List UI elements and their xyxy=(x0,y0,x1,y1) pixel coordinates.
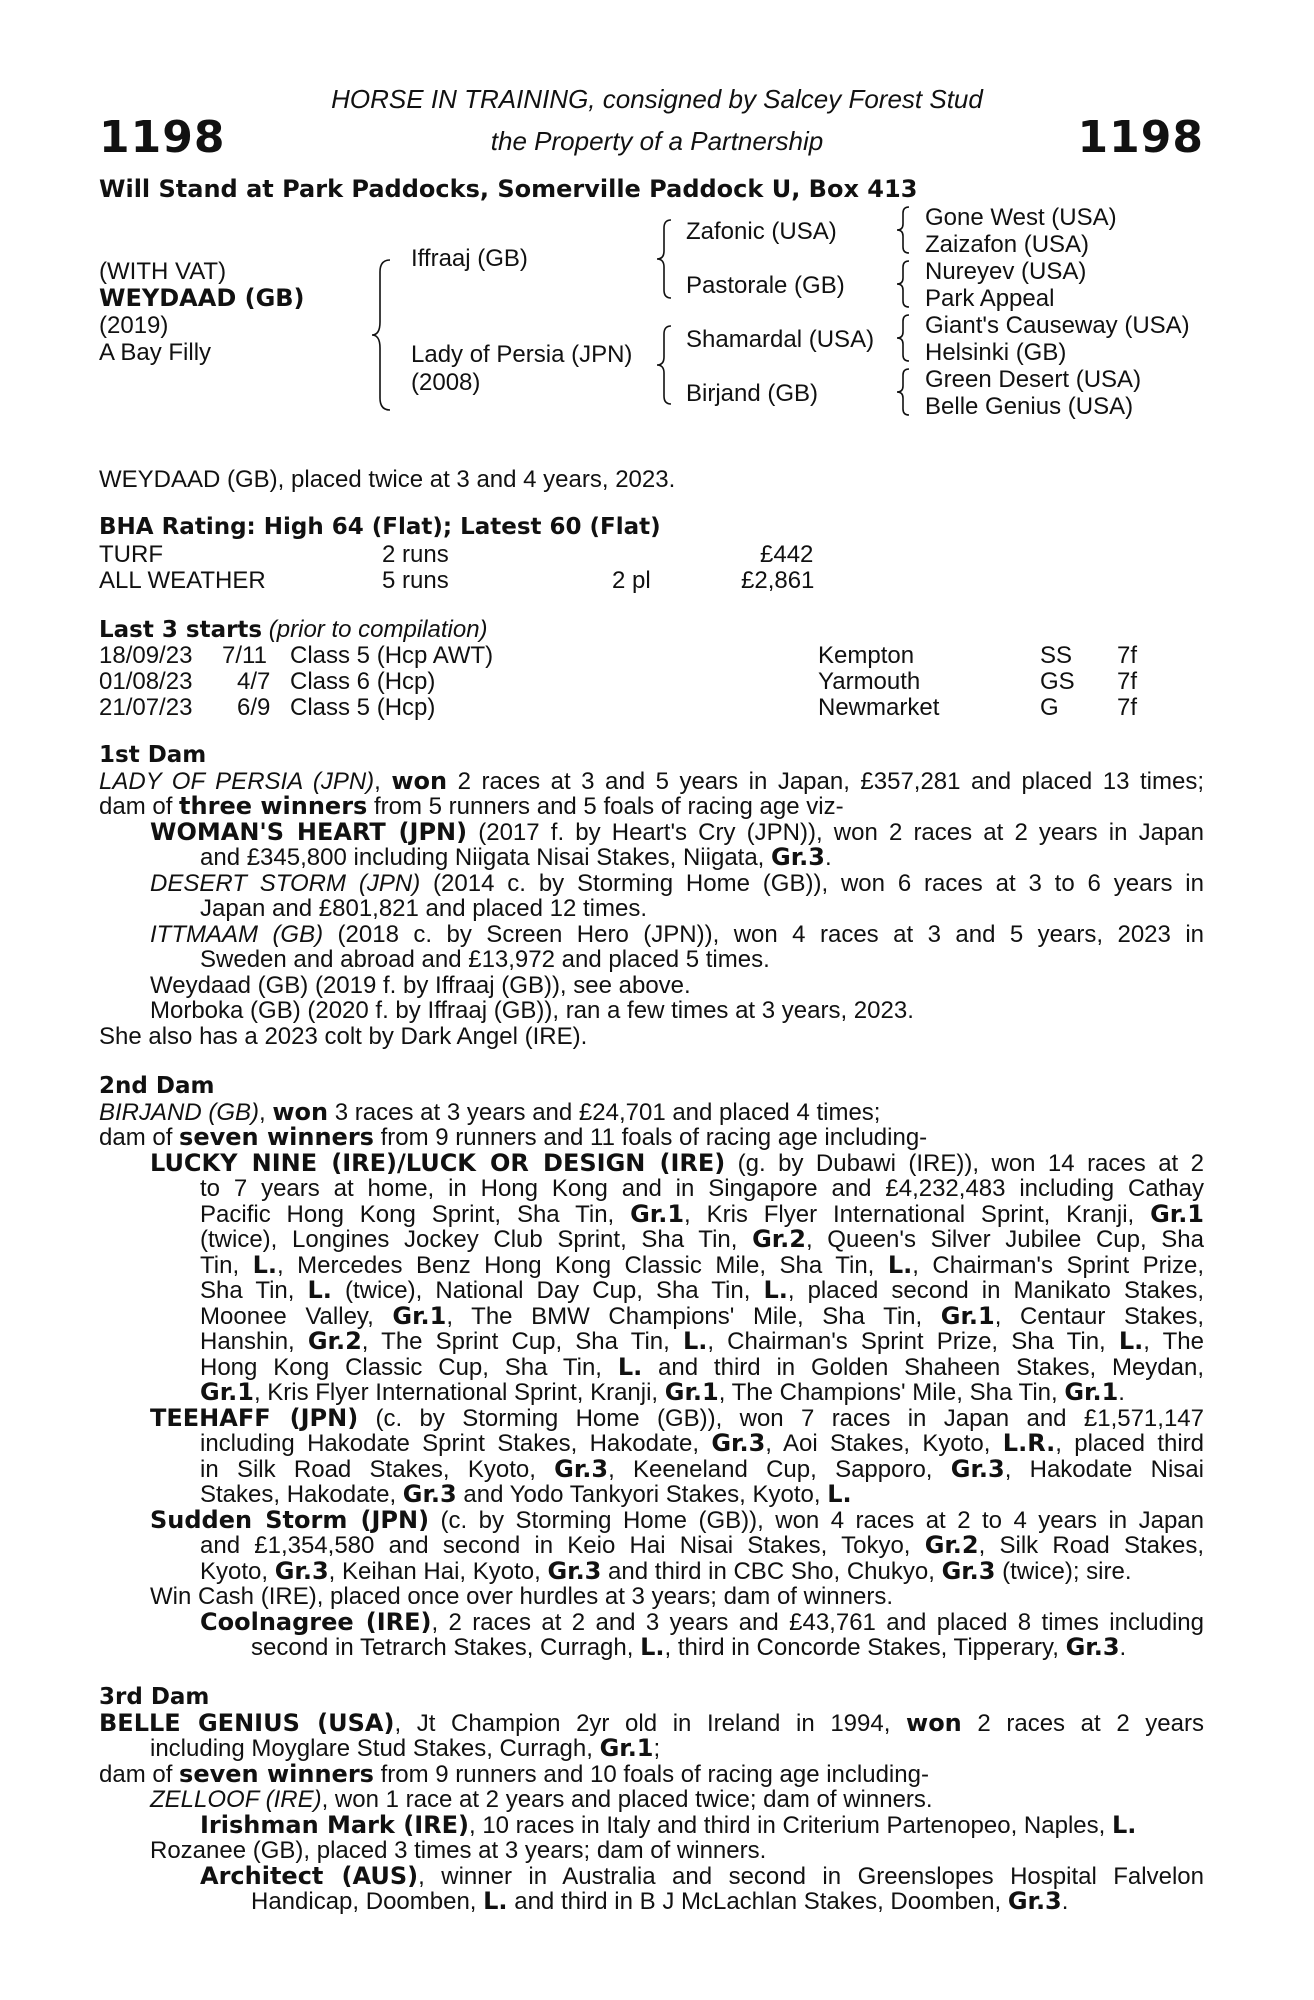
text: , 2 races at 2 and 3 years and £43,761 and placed 8 times including xyxy=(431,1608,1204,1636)
text: 3 races at 3 years and £24,701 and placed 4 times; xyxy=(328,1098,881,1126)
start-1-date: 18/09/23 xyxy=(99,642,193,669)
produce-irishman-mark xyxy=(99,1810,1204,1839)
text: , The Champions' Mile, Sha Tin, xyxy=(718,1379,1065,1406)
text: and Yodo Tankyori Stakes, Kyoto, xyxy=(456,1481,828,1508)
produce-morboka: Morboka (GB) (2020 f. by Iffraaj (GB)), ran a few times at 3 years, 2023. xyxy=(150,997,914,1024)
text: and third in B J McLachlan Stakes, Doomben, xyxy=(507,1888,1008,1915)
third-dam-line2 xyxy=(99,1736,1204,1762)
third-dam-title: 3rd Dam xyxy=(99,1684,210,1710)
horse-description: A Bay Filly xyxy=(99,339,212,366)
text: , Kris Flyer International Sprint, Kranji, xyxy=(684,1200,1151,1228)
consignor-line: HORSE IN TRAINING, consigned by Salcey Forest Stud xyxy=(331,84,983,114)
pedigree-gg-1: Gone West (USA) xyxy=(925,204,1117,231)
text: , The BMW Champions' Mile, Sha Tin, xyxy=(446,1302,941,1330)
horse-name: DESERT STORM (JPN) xyxy=(150,869,421,897)
produce-2023-colt: She also has a 2023 colt by Dark Angel (IRE). xyxy=(99,1022,588,1050)
teehaff-line xyxy=(99,1431,1204,1457)
pedigree-sire-sire: Zafonic (USA) xyxy=(686,218,837,245)
grade: Gr.1 xyxy=(1064,1378,1119,1406)
horse-name: ZELLOOF (IRE) xyxy=(150,1786,322,1813)
grade: L.R. xyxy=(1002,1429,1056,1457)
winners-count: seven winners xyxy=(179,1759,374,1788)
grade: Gr.2 xyxy=(924,1531,979,1559)
grade: L. xyxy=(682,1327,708,1355)
dam-name: BELLE GENIUS (USA) xyxy=(99,1708,395,1737)
produce-architect xyxy=(99,1861,1204,1890)
first-dam-section xyxy=(99,743,1204,1049)
grade: L. xyxy=(483,1887,508,1915)
grade: Gr.3 xyxy=(941,1556,996,1585)
text: , The Sprint Cup, Sha Tin, xyxy=(361,1328,683,1355)
text: and £345,800 including Niigata Nisai Stakes, Niigata, xyxy=(200,844,772,871)
grade: Gr.1 xyxy=(392,1301,447,1330)
text: . xyxy=(1118,1379,1125,1406)
text: Kyoto, xyxy=(200,1557,275,1585)
produce-rozanee: Rozanee (GB), placed 3 times at 3 years; dam of winners. xyxy=(150,1837,767,1864)
horse-name: Sudden Storm (JPN) xyxy=(150,1505,430,1534)
start-2-dist: 7f xyxy=(1117,668,1138,695)
teehaff-line xyxy=(99,1454,1204,1483)
start-2-course: Yarmouth xyxy=(818,668,921,695)
text: 2 races at 2 years xyxy=(961,1709,1204,1737)
text: , 10 races in Italy and third in Criterium Partenopeo, Naples, xyxy=(468,1811,1112,1839)
text: from 9 runners and 11 foals of racing age including- xyxy=(373,1124,928,1151)
grade: L. xyxy=(827,1480,852,1508)
text: , placed second in Manikato Stakes, xyxy=(787,1277,1204,1304)
text: second in Tetrarch Stakes, Curragh, xyxy=(251,1634,641,1661)
grade: Gr.3 xyxy=(547,1556,602,1585)
text: 2 races at 3 and 5 years in Japan, £357,281 and placed 13 times; xyxy=(447,767,1205,795)
text: Handicap, Doomben, xyxy=(251,1888,484,1915)
produce-desert-storm xyxy=(99,871,1204,897)
grade: Gr.1 xyxy=(664,1378,719,1406)
lucky-line xyxy=(99,1301,1204,1330)
text: . xyxy=(1119,1634,1127,1661)
grade: Gr.1 xyxy=(599,1734,654,1762)
text: , Jt Champion 2yr old in Ireland in 1994, xyxy=(394,1709,907,1737)
start-3-class: Class 5 (Hcp) xyxy=(290,694,436,721)
grade: L. xyxy=(640,1633,665,1661)
horse-name: Irishman Mark (IRE) xyxy=(200,1810,469,1839)
text: , Hakodate Nisai xyxy=(1004,1455,1204,1483)
text: including Moyglare Stud Stakes, Curragh, xyxy=(150,1735,600,1762)
lucky-line xyxy=(99,1380,1204,1406)
text: , Centaur Stakes, xyxy=(994,1302,1204,1330)
text: Hanshin, xyxy=(200,1328,308,1355)
text: , Aoi Stakes, Kyoto, xyxy=(765,1430,1003,1457)
horse-name: WOMAN'S HEART (JPN) xyxy=(150,817,468,846)
produce-ittmaam-cont: Sweden and abroad and £13,972 and placed 5 times. xyxy=(200,946,770,973)
won-label: won xyxy=(906,1708,962,1737)
text: (twice); sire. xyxy=(995,1557,1132,1585)
grade: Gr.1 xyxy=(940,1301,995,1330)
produce-weydaad: Weydaad (GB) (2019 f. by Iffraaj (GB)), see above. xyxy=(150,971,691,999)
second-dam-line2 xyxy=(99,1125,1204,1151)
grade: Gr.3 xyxy=(1007,1887,1062,1915)
text: ; xyxy=(653,1735,661,1762)
pedigree-brace-g1 xyxy=(895,205,913,255)
grade: L. xyxy=(887,1250,913,1279)
grade: L. xyxy=(1111,1810,1137,1839)
start-3-date: 21/07/23 xyxy=(99,694,193,721)
rating-row-aw-runs: 5 runs xyxy=(382,567,449,594)
pedigree-gg-2: Zaizafon (USA) xyxy=(925,231,1090,258)
grade: Gr.3 xyxy=(1065,1633,1120,1661)
rating-row-turf-runs: 2 runs xyxy=(382,541,449,568)
pedigree-gg-4: Park Appeal xyxy=(925,285,1055,312)
pedigree-sire-dam: Pastorale (GB) xyxy=(686,272,845,299)
text: , xyxy=(259,1098,273,1126)
pedigree-sire: Iffraaj (GB) xyxy=(411,245,528,272)
grade: Gr.3 xyxy=(274,1556,329,1585)
lucky-line: to 7 years at home, in Hong Kong and in Singapore and £4,232,483 including Cathay xyxy=(200,1175,1204,1202)
pedigree-brace-g2 xyxy=(895,259,913,309)
pedigree-gg-5: Giant's Causeway (USA) xyxy=(925,312,1190,339)
produce-desert-storm-cont: Japan and £801,821 and placed 12 times. xyxy=(200,895,648,922)
won-label: won xyxy=(391,766,448,795)
text: (c. by Storming Home (GB)), won 4 races at 2 to 4 years in Japan xyxy=(429,1506,1205,1534)
text: (2014 c. by Storming Home (GB)), won 6 races at 3 to 6 years in xyxy=(420,869,1204,897)
produce-coolnagree xyxy=(99,1607,1204,1636)
text: . xyxy=(1061,1888,1069,1915)
pedigree-dam-sire: Shamardal (USA) xyxy=(686,326,875,353)
rating-row-aw-surface: ALL WEATHER xyxy=(99,567,266,594)
produce-win-cash: Win Cash (IRE), placed once over hurdles at 3 years; dam of winners. xyxy=(150,1583,893,1610)
rating-row-turf-earnings: £442 xyxy=(760,541,814,568)
last-starts-note: (prior to compilation) xyxy=(268,616,488,643)
second-dam-section xyxy=(99,1074,1204,1661)
text: Tin, xyxy=(200,1251,253,1279)
start-2-date: 01/08/23 xyxy=(99,668,193,695)
text: , Mercedes Benz Hong Kong Classic Mile, Sha Tin, xyxy=(277,1251,888,1279)
pedigree-brace-main xyxy=(370,258,394,412)
produce-womans-heart xyxy=(99,817,1204,846)
start-2-class: Class 6 (Hcp) xyxy=(290,668,436,695)
coolnagree-line xyxy=(99,1635,1204,1661)
rating-row-turf-surface: TURF xyxy=(99,541,163,568)
text: Hong Kong Classic Cup, Sha Tin, xyxy=(200,1353,618,1381)
grade: L. xyxy=(1118,1327,1144,1355)
text: , third in Concorde Stakes, Tipperary, xyxy=(664,1634,1066,1661)
horse-name: TEEHAFF (JPN) xyxy=(150,1403,359,1432)
third-dam-line3 xyxy=(99,1759,1204,1788)
lot-number-right: 1198 xyxy=(1077,112,1204,163)
text: and third in Golden Shaheen Stakes, Meydan, xyxy=(642,1353,1204,1381)
start-1-pos: 7/11 xyxy=(222,642,267,669)
winners-count: three winners xyxy=(179,792,368,820)
sudden-line xyxy=(99,1533,1204,1559)
text: , Silk Road Stakes, xyxy=(978,1532,1204,1559)
grade: Gr.2 xyxy=(307,1327,362,1355)
grade: L. xyxy=(252,1250,278,1279)
produce-lucky-nine xyxy=(99,1148,1204,1177)
lucky-line xyxy=(99,1352,1204,1381)
text: and £1,354,580 and second in Keio Hai Nisai Stakes, Tokyo, xyxy=(200,1532,925,1559)
grade: L. xyxy=(617,1352,643,1381)
pedigree-brace-g4 xyxy=(895,367,913,417)
pedigree-brace-dam xyxy=(655,324,675,406)
text: (c. by Storming Home (GB)), won 7 races in Japan and £1,571,147 xyxy=(358,1404,1204,1432)
horse-name: WEYDAAD (GB) xyxy=(99,284,305,312)
bha-rating-title: BHA Rating: High 64 (Flat); Latest 60 (Flat) xyxy=(99,514,661,540)
vat-note: (WITH VAT) xyxy=(99,258,227,285)
text: from 5 runners and 5 foals of racing age viz- xyxy=(367,793,844,820)
text: (2018 c. by Screen Hero (JPN)), won 4 races at 3 and 5 years, 2023 in xyxy=(323,920,1204,948)
text: , The xyxy=(1143,1328,1204,1355)
horse-name: ITTMAAM (GB) xyxy=(150,920,324,948)
race-summary: WEYDAAD (GB), placed twice at 3 and 4 years, 2023. xyxy=(99,466,676,493)
start-3-going: G xyxy=(1040,694,1059,721)
teehaff-line xyxy=(99,1482,1204,1508)
pedigree-dam-year: (2008) xyxy=(411,369,481,396)
grade: Gr.3 xyxy=(554,1454,609,1483)
grade: Gr.3 xyxy=(402,1480,457,1508)
produce-womans-heart-cont xyxy=(99,845,1204,871)
horse-year: (2019) xyxy=(99,312,169,339)
text: dam of xyxy=(99,1124,180,1151)
grade: L. xyxy=(307,1276,332,1304)
lucky-line xyxy=(99,1227,1204,1253)
text: in Silk Road Stakes, Kyoto, xyxy=(200,1455,555,1483)
lucky-line xyxy=(99,1278,1204,1304)
text: , Keeneland Cup, Sapporo, xyxy=(608,1455,951,1483)
text: . xyxy=(824,844,832,871)
won-label: won xyxy=(272,1097,329,1126)
start-2-pos: 4/7 xyxy=(237,668,271,695)
produce-teehaff xyxy=(99,1403,1204,1432)
start-2-going: GS xyxy=(1040,668,1075,695)
text: dam of xyxy=(99,793,180,820)
third-dam-line1 xyxy=(99,1708,1204,1737)
pedigree-gg-6: Helsinki (GB) xyxy=(925,339,1067,366)
text: (2017 f. by Heart's Cry (JPN)), won 2 races at 2 years in Japan xyxy=(467,818,1204,846)
lucky-line xyxy=(99,1250,1204,1279)
first-dam-title: 1st Dam xyxy=(99,742,207,768)
text: (twice), National Day Cup, Sha Tin, xyxy=(331,1277,764,1304)
text: , won 1 race at 2 years and placed twice; dam of winners. xyxy=(321,1786,933,1813)
start-3-dist: 7f xyxy=(1117,694,1138,721)
architect-line xyxy=(99,1889,1204,1915)
pedigree-dam: Lady of Persia (JPN) xyxy=(411,341,633,368)
grade: Gr.2 xyxy=(752,1225,806,1253)
property-line: the Property of a Partnership xyxy=(490,126,824,156)
start-1-dist: 7f xyxy=(1117,642,1138,669)
text: dam of xyxy=(99,1760,180,1788)
second-dam-line1 xyxy=(99,1097,1204,1126)
text: , Chairman's Sprint Prize, Sha Tin, xyxy=(707,1328,1119,1355)
pedigree-gg-3: Nureyev (USA) xyxy=(925,258,1087,285)
last-starts-heading xyxy=(99,616,488,644)
rating-row-aw-placed: 2 pl xyxy=(612,567,651,594)
winners-count: seven winners xyxy=(179,1123,374,1151)
text: Moonee Valley, xyxy=(200,1302,393,1330)
horse-name: Architect (AUS) xyxy=(200,1861,419,1890)
text: , Queen's Silver Jubilee Cup, Sha xyxy=(806,1226,1204,1253)
second-dam-title: 2nd Dam xyxy=(99,1073,215,1099)
pedigree-gg-8: Belle Genius (USA) xyxy=(925,393,1134,420)
start-3-course: Newmarket xyxy=(818,694,940,721)
produce-zelloof xyxy=(99,1787,1204,1813)
lucky-line xyxy=(99,1199,1205,1228)
start-1-class: Class 5 (Hcp AWT) xyxy=(290,642,494,669)
start-3-pos: 6/9 xyxy=(237,694,271,721)
pedigree-brace-sire xyxy=(655,218,675,300)
text: , Chairman's Sprint Prize, xyxy=(912,1251,1204,1279)
text: Sha Tin, xyxy=(200,1277,308,1304)
first-dam-line1 xyxy=(99,766,1205,795)
grade: Gr.3 xyxy=(771,843,825,871)
horse-name: Coolnagree (IRE) xyxy=(200,1607,432,1636)
stand-location: Will Stand at Park Paddocks, Somerville Paddock U, Box 413 xyxy=(99,175,918,203)
text: (twice), Longines Jockey Club Sprint, Sha Tin, xyxy=(200,1226,753,1253)
text: , placed third xyxy=(1055,1430,1205,1457)
text: , winner in Australia and second in Greenslopes Hospital Falvelon xyxy=(418,1862,1204,1890)
dam-name: LADY OF PERSIA (JPN) xyxy=(99,767,375,795)
text: including Hakodate Sprint Stakes, Hakodate, xyxy=(200,1430,712,1457)
grade: Gr.1 xyxy=(1150,1199,1205,1228)
third-dam-section xyxy=(99,1685,1204,1915)
text: , Keihan Hai, Kyoto, xyxy=(328,1557,548,1585)
pedigree-dam-dam: Birjand (GB) xyxy=(686,380,819,407)
grade: L. xyxy=(763,1276,788,1304)
text: (g. by Dubawi (IRE)), won 14 races at 2 xyxy=(725,1149,1204,1177)
text: and third in CBC Sho, Chukyo, xyxy=(601,1557,942,1585)
sudden-line xyxy=(99,1556,1204,1585)
pedigree-gg-7: Green Desert (USA) xyxy=(925,366,1142,393)
first-dam-line2 xyxy=(99,794,1204,820)
start-1-course: Kempton xyxy=(818,642,915,669)
produce-sudden-storm xyxy=(99,1505,1205,1534)
text: Stakes, Hakodate, xyxy=(200,1481,403,1508)
rating-row-aw-earnings: £2,861 xyxy=(741,567,815,594)
grade: Gr.3 xyxy=(711,1429,766,1457)
text: , Kris Flyer International Sprint, Kranji, xyxy=(253,1379,665,1406)
grade: Gr.1 xyxy=(630,1199,685,1228)
horse-name: LUCKY NINE (IRE)/LUCK OR DESIGN (IRE) xyxy=(150,1148,726,1177)
start-1-going: SS xyxy=(1040,642,1073,669)
dam-name: BIRJAND (GB) xyxy=(99,1098,260,1126)
produce-ittmaam xyxy=(99,922,1204,948)
last-starts-title: Last 3 starts xyxy=(99,617,263,643)
grade: Gr.3 xyxy=(950,1454,1005,1483)
text: Pacific Hong Kong Sprint, Sha Tin, xyxy=(200,1200,631,1228)
grade: Gr.1 xyxy=(200,1378,254,1406)
lucky-line xyxy=(99,1329,1204,1355)
lot-number-left: 1198 xyxy=(99,112,226,163)
pedigree-brace-g3 xyxy=(895,313,913,363)
text: from 9 runners and 10 foals of racing age including- xyxy=(373,1760,929,1788)
text: , xyxy=(374,767,392,795)
